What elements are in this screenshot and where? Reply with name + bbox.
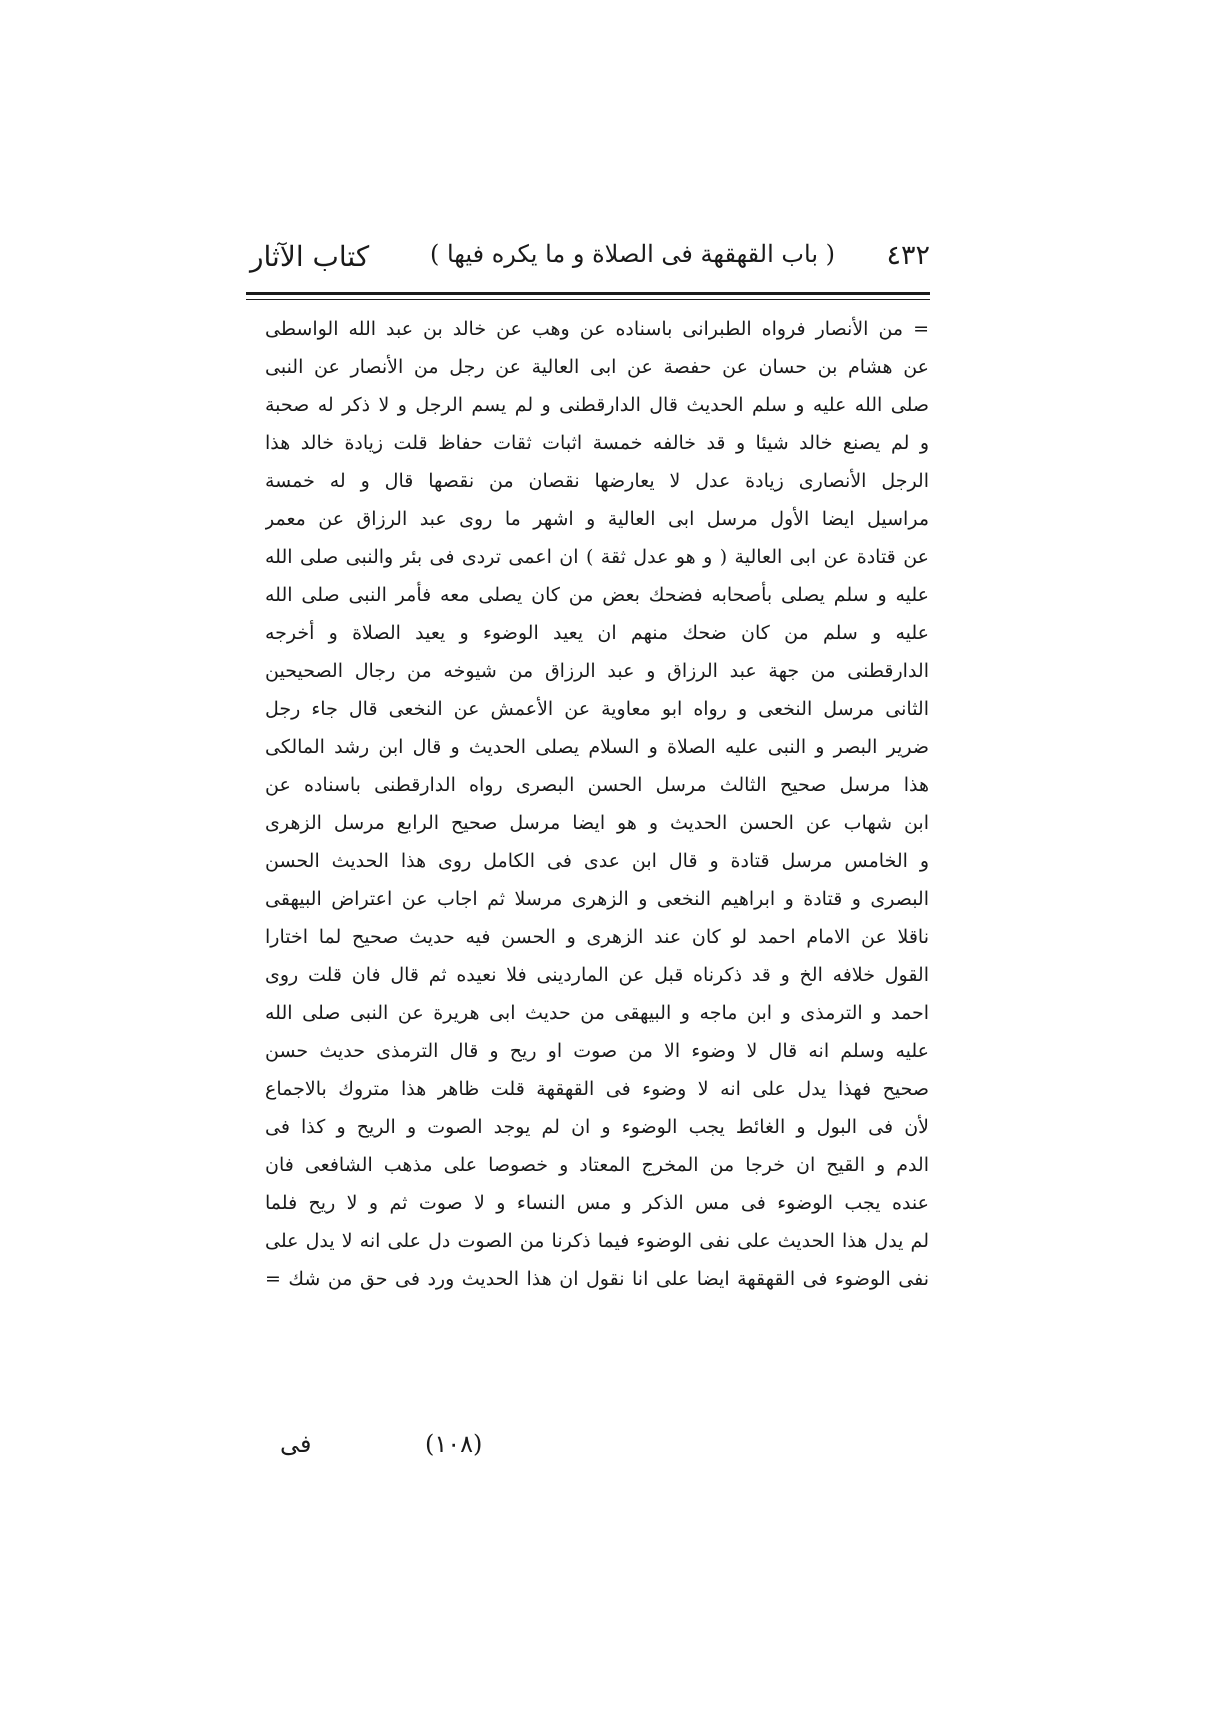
text-line: مراسيل ايضا الأول مرسل ابى العالية و اشهر ما روى عبد الرزاق عن معمر xyxy=(265,508,929,530)
text-line: صحيح فهذا يدل على انه لا وضوء فى القهقهة قلت ظاهر هذا متروك بالاجماع xyxy=(265,1078,929,1100)
text-line: صلى الله عليه و سلم الحديث قال الدارقطنى و لم يسم الرجل و لا ذكر له صحبة xyxy=(265,394,929,416)
header-rule-thin xyxy=(246,299,930,300)
text-line: عن قتادة عن ابى العالية ( و هو عدل ثقة ) ان اعمى تردى فى بئر والنبى صلى الله xyxy=(265,546,929,568)
page-footer xyxy=(250,1430,930,1470)
text-line: و الخامس مرسل قتادة و قال ابن عدى فى الكامل روى هذا الحديث الحسن xyxy=(265,850,929,872)
text-line: عليه و سلم يصلى بأصحابه فضحك بعض من كان يصلى معه فأمر النبى صلى الله xyxy=(265,584,929,606)
text-line: ابن شهاب عن الحسن الحديث و هو ايضا مرسل صحيح الرابع مرسل الزهرى xyxy=(265,812,929,834)
running-header xyxy=(250,240,930,284)
chapter-title: ( باب القهقهة فى الصلاة و ما يكره فيها ) xyxy=(430,240,835,268)
text-line: الرجل الأنصارى زيادة عدل لا يعارضها نقصان من نقصها قال و له خمسة xyxy=(265,470,929,492)
text-line: عليه و سلم من كان ضحك منهم ان يعيد الوضوء و يعيد الصلاة و أخرجه xyxy=(265,622,929,644)
text-line: الثانى مرسل النخعى و رواه ابو معاوية عن الأعمش عن النخعى قال جاء رجل xyxy=(265,698,929,720)
text-line: نفى الوضوء فى القهقهة ايضا على انا نقول ان هذا الحديث ورد فى حق من شك = xyxy=(265,1268,929,1290)
catchword: فى xyxy=(280,1430,312,1458)
text-line: البصرى و قتادة و ابراهيم النخعى و الزهرى مرسلا ثم اجاب عن اعتراض البيهقى xyxy=(265,888,929,910)
body-text xyxy=(265,310,929,1298)
text-line: القول خلافه الخ و قد ذكرناه قبل عن الماردينى فلا نعيده ثم قال فان قلت روى xyxy=(265,964,929,986)
text-line: و لم يصنع خالد شيئا و قد خالفه خمسة اثبات ثقات حفاظ قلت زيادة خالد هذا xyxy=(265,432,929,454)
page-number: ٤٣٢ xyxy=(886,240,930,271)
text-line: ناقلا عن الامام احمد لو كان عند الزهرى و الحسن فيه حديث صحيح لما اختارا xyxy=(265,926,929,948)
text-line: عن هشام بن حسان عن حفصة عن ابى العالية عن رجل من الأنصار عن النبى xyxy=(265,356,929,378)
text-line: احمد و الترمذى و ابن ماجه و البيهقى من حديث ابى هريرة عن النبى صلى الله xyxy=(265,1002,929,1024)
signature-mark: (١٠٨) xyxy=(425,1430,483,1458)
text-line: عليه وسلم انه قال لا وضوء الا من صوت او ريح و قال الترمذى حديث حسن xyxy=(265,1040,929,1062)
header-rule-thick xyxy=(246,292,930,295)
text-line: ضرير البصر و النبى عليه الصلاة و السلام يصلى الحديث و قال ابن رشد المالكى xyxy=(265,736,929,758)
book-title: كتاب الآثار xyxy=(250,240,370,273)
text-line: عنده يجب الوضوء فى مس الذكر و مس النساء و لا صوت ثم و لا ريح فلما xyxy=(265,1192,929,1214)
text-line: لم يدل هذا الحديث على نفى الوضوء فيما ذكرنا من الصوت دل على انه لا يدل على xyxy=(265,1230,929,1252)
text-line: الدم و القيح ان خرجا من المخرج المعتاد و خصوصا على مذهب الشافعى فان xyxy=(265,1154,929,1176)
text-line: لأن فى البول و الغائط يجب الوضوء و ان لم يوجد الصوت و الريح و كذا فى xyxy=(265,1116,929,1138)
text-line: الدارقطنى من جهة عبد الرزاق و عبد الرزاق من شيوخه من رجال الصحيحين xyxy=(265,660,929,682)
text-line: هذا مرسل صحيح الثالث مرسل الحسن البصرى رواه الدارقطنى باسناده عن xyxy=(265,774,929,796)
text-line: = من الأنصار فرواه الطبرانى باسناده عن وهب عن خالد بن عبد الله الواسطى xyxy=(265,318,929,340)
